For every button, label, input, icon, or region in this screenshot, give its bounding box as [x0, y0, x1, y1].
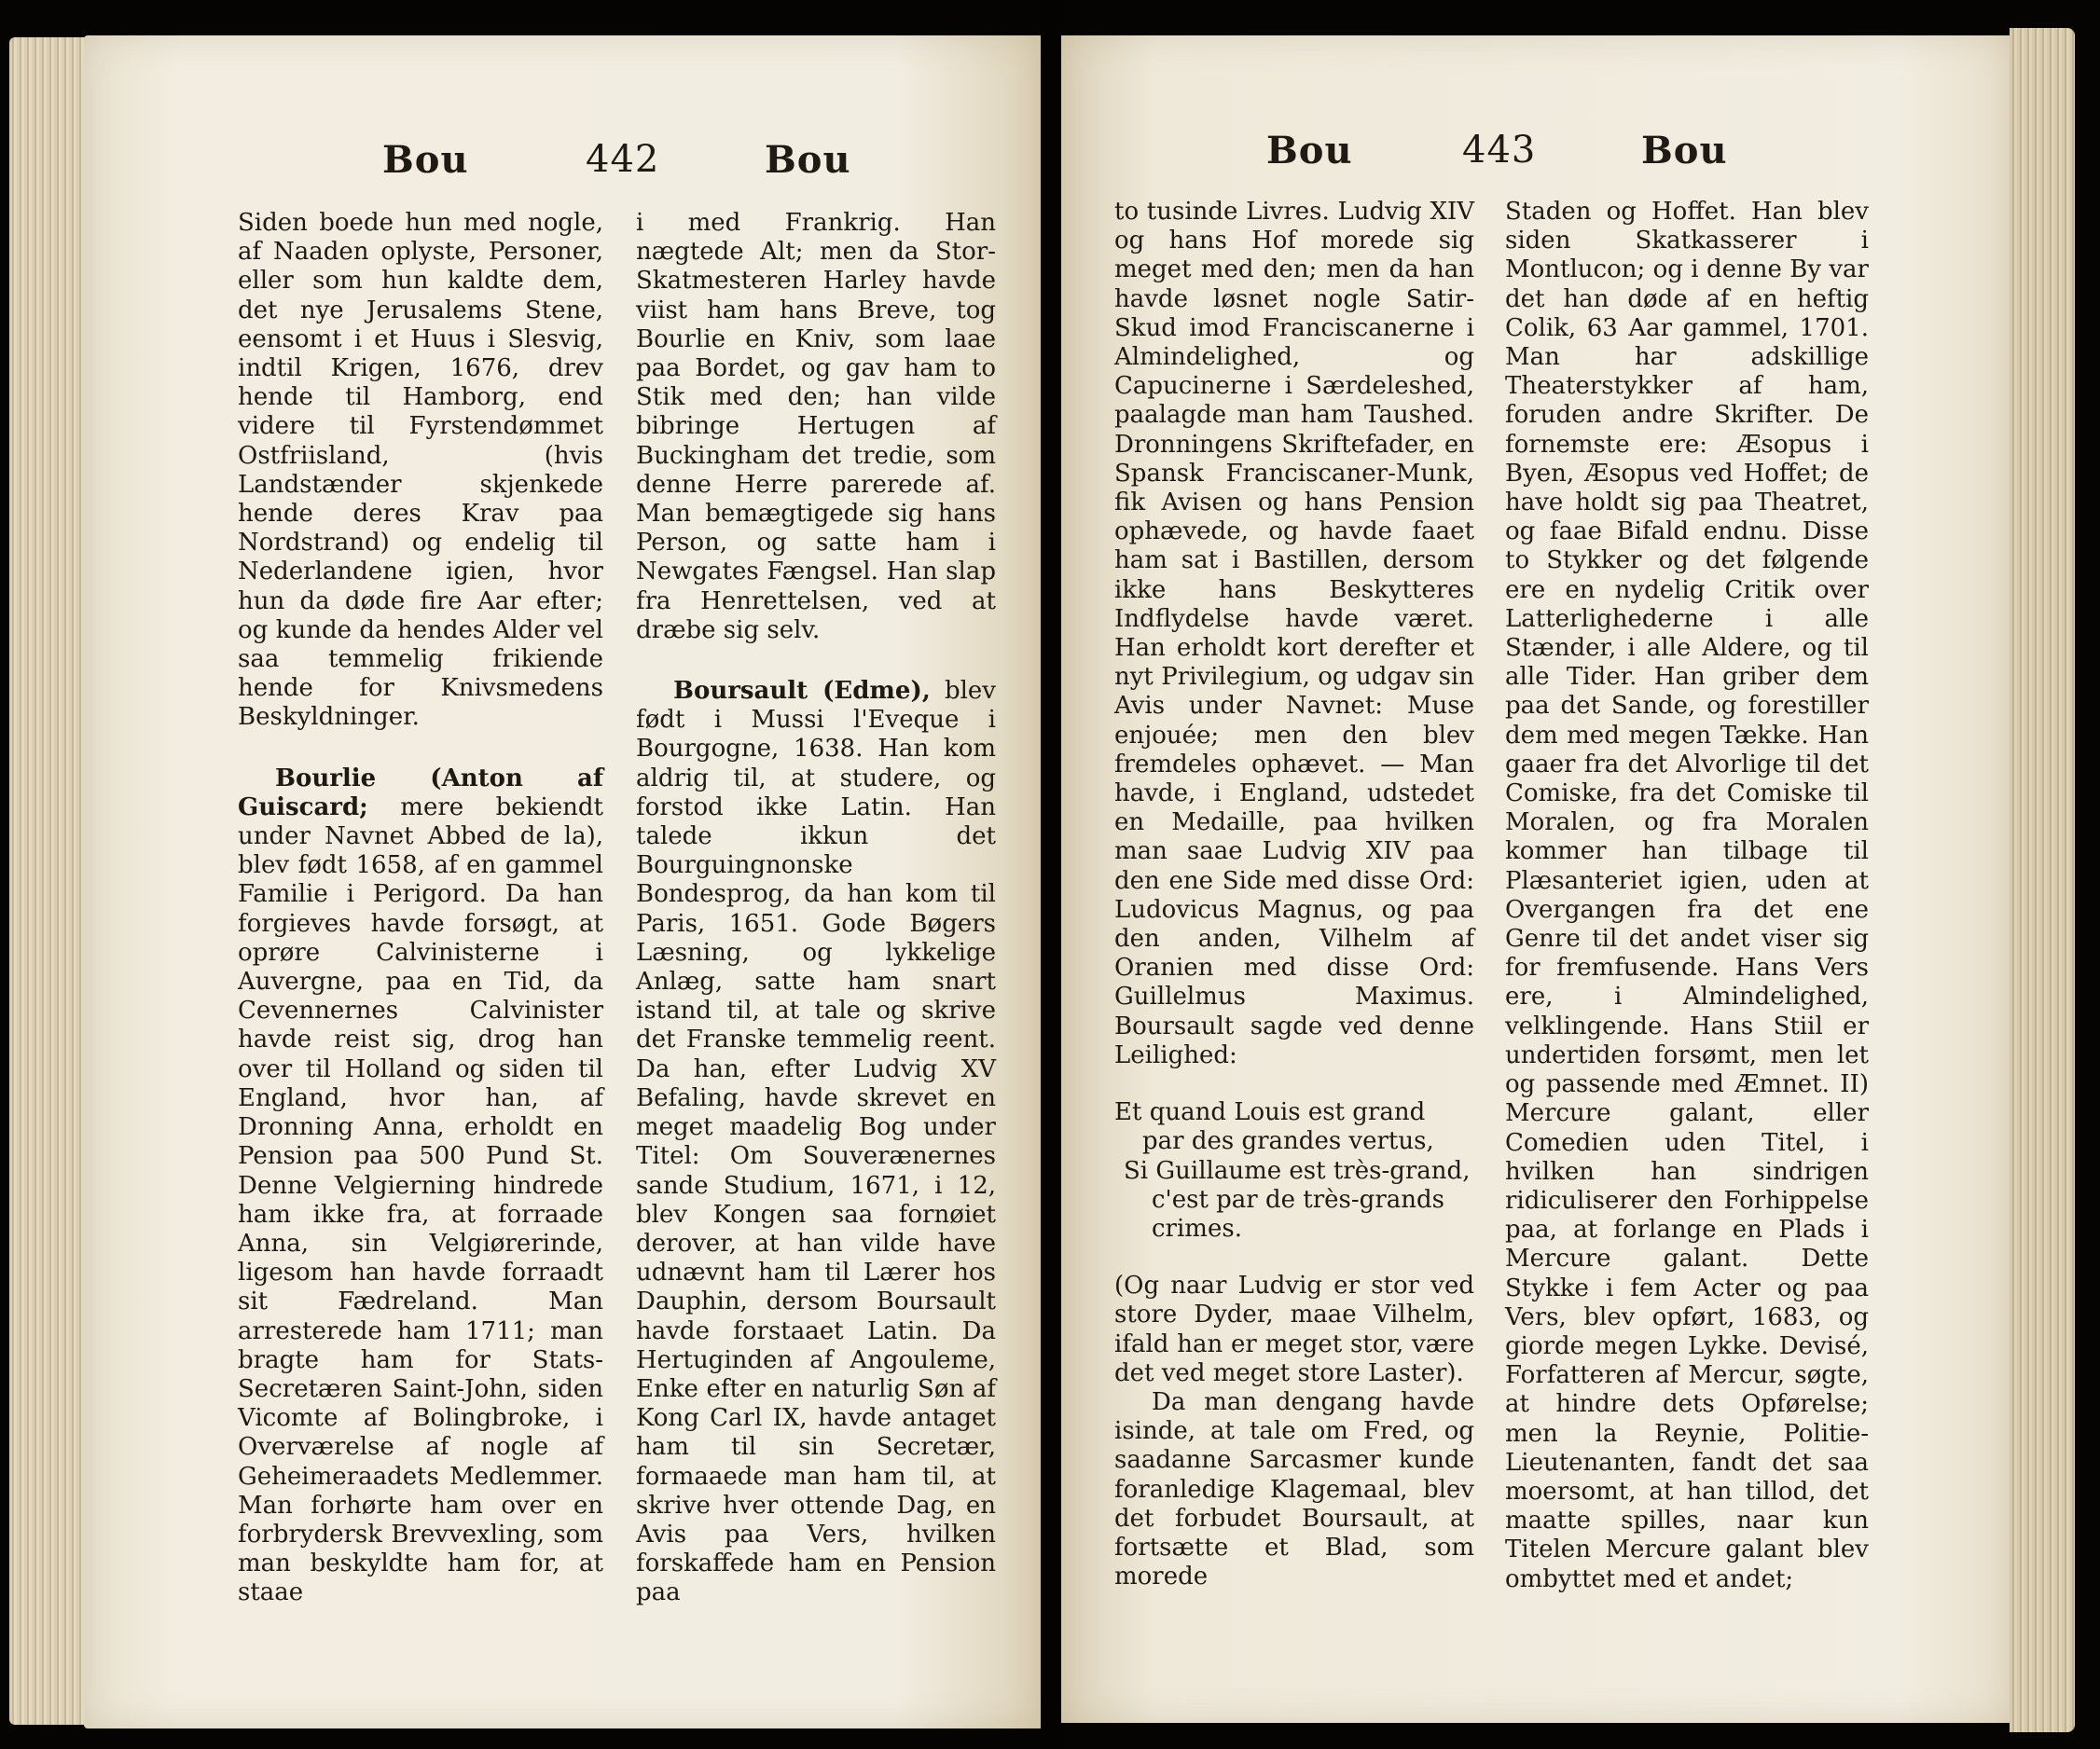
entry-heading: Bourlie (Anton af Guiscard; [238, 764, 603, 821]
right-header-right: Bou [1641, 129, 1728, 172]
left-column-b [636, 209, 996, 1608]
right-page-edges [2010, 28, 2075, 1732]
paragraph: Staden og Hoffet. Han blev siden Skatkasserer i Montlucon; og i denne By var det han døde af en heftig Colik, 63 Aar gammel, 1701. Man har adskillige Theaterstykker af ham, foruden andre Skrifter. De fornemste ere: Æsopus i Byen, Æsopus ved Hoffet; de have holdt sig paa Theatret, og faae Bifald endnu. Disse to Stykker og det følgende ere en nydelig Critik over Latterlighederne i alle Stænder, i alle Aldere, og til alle Tider. Han griber dem paa det Sande, og forestiller dem med megen Tække. Han gaaer fra det Alvorlige til det Comiske, fra det Comiske til Moralen, og fra Moralen kommer han tilbage til Plæsanteriet igien, uden at Overgangen fra det ene Genre til det andet viser sig for fremfusende. Hans Vers ere, i Almindelighed, velklingende. Hans Stiil er undertiden forsømt, men let og passende med Æmnet. II) Mercure galant, eller Comedien uden Titel, i hvilken han sindrigen ridiculiserer den Forhippelse paa, at forlange en Plads i Mercure galant. Dette Stykke i fem Acter og paa Vers, blev opført, 1683, og giorde megen Lykke. Devisé, Forfatteren af Mercur, søgte, at hindre dets Opførelse; men la Reynie, Politie-Lieutenanten, fandt det saa moersomt, at han tillod, det maatte spilles, naar kun Titelen Mercure galant blev ombyttet med et andet; [1505, 198, 1869, 1593]
entry-bourlie [238, 764, 603, 1608]
right-column-a [1114, 198, 1474, 1591]
paragraph: to tusinde Livres. Ludvig XIV og hans Hof morede sig meget med den; men da han havde løsnet nogle Satir-Skud imod Franciscanerne i Almindelighed, og Capucinerne i Særdeleshed, paalagde man ham Taushed. Dronningens Skriftefader, en Spansk Franciscaner-Munk, fik Avisen og hans Pension ophævede, og havde faaet ham sat i Bastillen, dersom ikke hans Beskytteres Indflydelse havde været. Han erholdt kort derefter et nyt Privilegium, og udgav sin Avis under Navnet: Muse enjouée; men den blev fremdeles ophævet. — Man havde, i England, udstedet en Medaille, paa hvilken man saae Ludvig XIV paa den ene Side med disse Ord: Ludovicus Magnus, og paa den anden, Vilhelm af Oranien med disse Ord: Guillelmus Maximus. Boursault sagde ved denne Leilighed: [1114, 198, 1474, 1069]
right-header-left: Bou [1266, 129, 1353, 172]
entry-text: blev født i Mussi l'Eveque i Bourgogne, 1638. Han kom aldrig til, at studere, og forstod ikke Latin. Han talede ikkun det Bourguingnonske Bondesprog, da han kom til Paris, 1651. Gode Bøgers Læsning, og lykkelige Anlæg, satte ham snart istand til, at tale og skrive det Franske temmelig reent. Da han, efter Ludvig XV Befaling, havde skrevet en meget maadelig Bog under Titel: Om Souverænernes sande Studium, 1671, i 12, blev Kongen saa fornøiet derover, at han vilde have udnævnt ham til Lærer hos Dauphin, dersom Boursault havde forstaaet Latin. Da Hertuginden af Angouleme, Enke efter en naturlig Søn af Kong Carl IX, havde antaget ham til sin Secretær, formaaede man ham til, at skrive hver ottende Dag, en Avis paa Vers, hvilken forskaffede ham en Pension paa [636, 677, 996, 1607]
verse-line: Et quand Louis est grand [1114, 1098, 1426, 1127]
left-page-number: 442 [586, 138, 660, 181]
paragraph: i med Frankrig. Han nægtede Alt; men da Stor-Skatmesteren Harley havde viist ham hans Breve, tog Bourlie en Kniv, som laae paa Bordet, og gav ham to Stik med den; han vilde bibringe Hertugen af Buckingham det tredie, som denne Herre parerede af. Man bemægtigede sig hans Person, og satte ham i Newgates Fængsel. Han slap fra Henrettelsen, ved at dræbe sig selv. [636, 209, 996, 644]
right-column-b [1505, 198, 1869, 1594]
left-column-a [238, 209, 603, 1608]
paragraph: Siden boede hun med nogle, af Naaden oplyste, Personer, eller som hun kaldte dem, det nye Jerusalems Stene, eensomt i et Huus i Slesvig, indtil Krigen, 1676, drev hende til Hamborg, end videre til Fyrstendømmet Ostfriisland, (hvis Landstænder skjenkede hende deres Krav paa Nordstrand) og endelig til Nederlandene igien, hvor hun da døde fire Aar efter; og kunde da hendes Alder vel saa temmelig frikiende hende for Knivsmedens Beskyldninger. [238, 209, 603, 732]
paragraph: (Og naar Ludvig er stor ved store Dyder, maae Vilhelm, ifald han er meget stor, være det ved meget store Laster). [1114, 1272, 1474, 1387]
entry-text: mere bekiendt under Navnet Abbed de la), blev født 1658, af en gammel Familie i Perigord. Da han forgieves havde forsøgt, at oprøre Calvinisterne i Auvergne, paa en Tid, da Cevennernes Calvinister havde reist sig, drog han over til Holland og siden til England, hvor han, af Dronning Anna, erholdt en Pension paa 500 Pund St. Denne Velgierning hindrede ham ikke fra, at forraade Anna, sin Velgiørerinde, ligesom han havde forraadt sit Fædreland. Man arresterede ham 1711; man bragte ham for Stats-Secretæren Saint-John, siden Vicomte af Bolingbroke, i Overværelse af nogle af Geheimeraadets Medlemmer. Man forhørte ham over en forbrydersk Brevvexling, som man beskyldte ham for, at staae [238, 792, 603, 1607]
right-page-number: 443 [1462, 129, 1537, 172]
entry-boursault [636, 677, 996, 1608]
left-header-right: Bou [765, 138, 851, 182]
verse-quotation [1114, 1098, 1474, 1244]
verse-line: par des grandes vertus, [1142, 1127, 1434, 1156]
verse-line: c'est par de très-grands [1152, 1185, 1444, 1214]
verse-line: crimes. [1152, 1214, 1242, 1243]
verse-line: Si Guillaume est très-grand, [1124, 1156, 1471, 1185]
book-gutter [1041, 0, 1061, 1749]
paragraph: Da man dengang havde isinde, at tale om Fred, og saadanne Sarcasmer kunde foranledige Klagemaal, blev det forbudet Boursault, at fortsætte et Blad, som morede [1114, 1387, 1474, 1591]
entry-heading: Boursault (Edme), [673, 677, 931, 706]
left-header-left: Bou [382, 138, 469, 182]
